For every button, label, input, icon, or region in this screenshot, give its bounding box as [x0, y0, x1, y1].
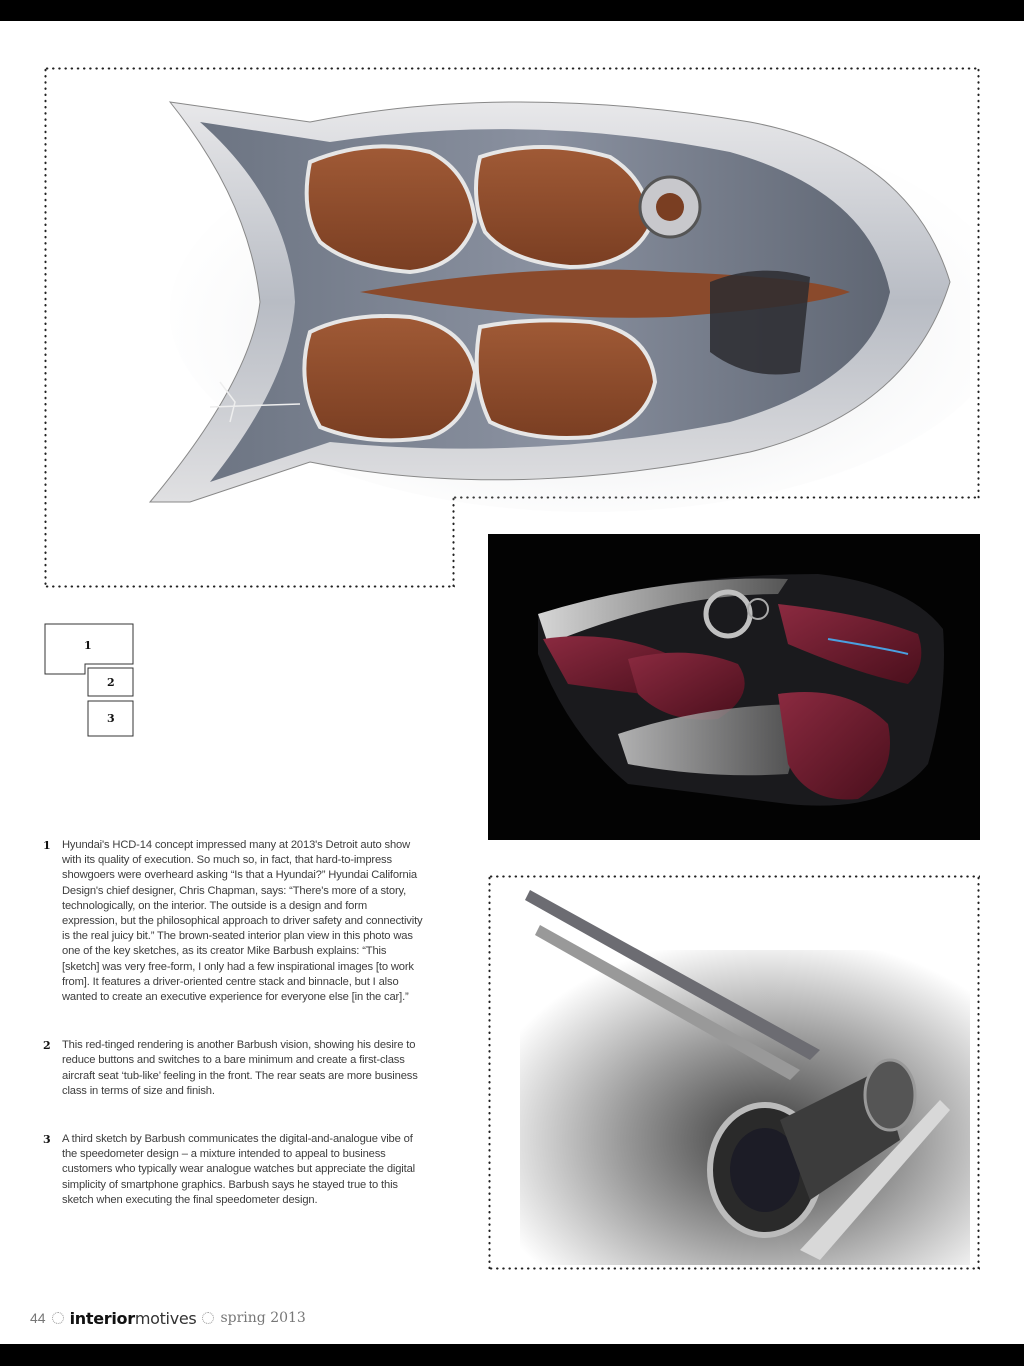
- publication-name-light: motives: [134, 1308, 197, 1328]
- layout-key-label-3: 3: [107, 712, 115, 725]
- figure-2-red-interior-rendering: [488, 534, 980, 840]
- caption-number: 2: [43, 1039, 51, 1053]
- caption-number: 1: [43, 839, 51, 852]
- figure-1-plan-view-sketch: [110, 82, 970, 522]
- dotted-circle-icon: [52, 1312, 64, 1324]
- caption-text: Hyundai's HCD-14 concept impressed many at 2013's Detroit auto show with its quality of execution. So much so, in fact, that hard-to-impress showgoers were overheard asking “Is that a Hyundai?” Hyundai California Design's chief designer, Chris Chapman, says: “There's more of a story, technologically, on the interior. The outside is a design and form expression, but the philosophical approach to driver safety and connectivity is the real juicy bit.” The brown-seated interior plan view in this photo was one of the key sketches, as its creator Mike Barbush explains: “This [sketch] was very free-form, I only had a few inspirational images [to work from]. It features a driver-oriented centre stack and binnacle, but I also wanted to create an executive experience for everyone else [in the car].”: [62, 839, 423, 1004]
- publication-name-bold: interior: [69, 1308, 135, 1328]
- caption-1: [43, 838, 423, 1005]
- figure-layout-key: [44, 623, 136, 738]
- layout-key-label-2: 2: [107, 676, 115, 689]
- dotted-circle-icon: [202, 1312, 214, 1324]
- caption-3: [43, 1132, 423, 1208]
- page-number: 44: [30, 1310, 46, 1326]
- page-footer: [30, 1308, 306, 1328]
- issue-date: spring 2013: [220, 1310, 306, 1326]
- caption-text: A third sketch by Barbush communicates the digital-and-analogue vibe of the speedometer design – a mixture intended to appeal to business customers who typically wear analogue watches but appreciate the digital simplicity of smartphone graphics. Barbush says he stayed true to this sketch when executing the final speedometer design.: [62, 1133, 415, 1206]
- top-black-bar: [0, 0, 1024, 21]
- bottom-black-bar: [0, 1344, 1024, 1366]
- figure-3-speedometer-sketch: [520, 880, 970, 1265]
- layout-key-label-1: 1: [84, 639, 92, 652]
- caption-2: [43, 1038, 423, 1099]
- caption-number: 3: [43, 1133, 51, 1147]
- caption-text: This red-tinged rendering is another Barbush vision, showing his desire to reduce buttons and switches to a bare minimum and create a first-class aircraft seat ‘tub-like’ feeling in the front. The rear seats are more business class in terms of size and finish.: [62, 1039, 418, 1097]
- captions: [43, 838, 423, 1208]
